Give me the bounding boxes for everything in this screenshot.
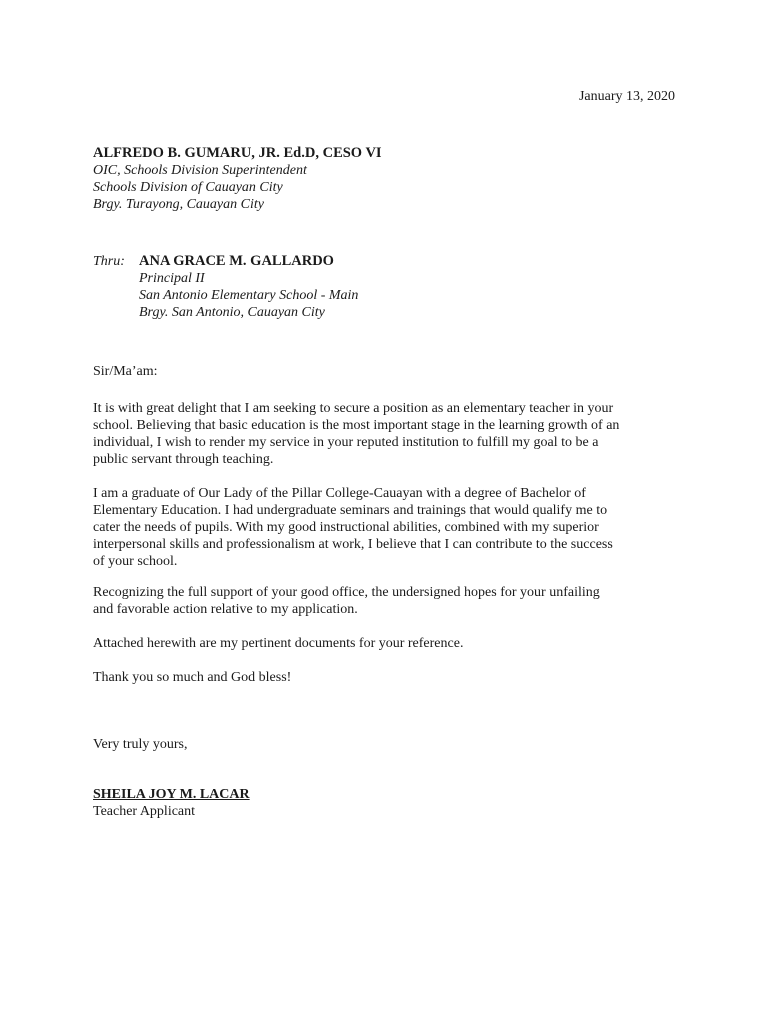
paragraph-1 [93,400,693,468]
thru-name: ANA GRACE M. GALLARDO [139,253,334,269]
paragraph-line: interpersonal skills and professionalism at work, I believe that I can contribute to the success [93,537,613,552]
paragraph-line: public servant through teaching. [93,452,274,467]
paragraph-line: school. Believing that basic education is the most important stage in the learning growth of an [93,418,620,433]
recipient-block [93,145,382,213]
paragraph-line: Recognizing the full support of your good office, the undersigned hopes for your unfailing [93,585,600,600]
paragraph-line: Thank you so much and God bless! [93,670,292,685]
recipient-address: Brgy. Turayong, Cauayan City [93,197,264,212]
letter-date: January 13, 2020 [578,89,675,104]
paragraph-line: and favorable action relative to my application. [93,602,358,617]
paragraph-line: cater the needs of pupils. With my good instructional abilities, combined with my superior [93,520,599,535]
paragraph-5 [93,669,693,686]
thru-school: San Antonio Elementary School - Main [139,288,359,303]
thru-block [139,253,358,321]
thru-address: Brgy. San Antonio, Cauayan City [139,305,325,320]
paragraph-line: Elementary Education. I had undergraduate seminars and trainings that would qualify me to [93,503,608,518]
paragraph-4 [93,635,693,652]
paragraph-line: individual, I wish to render my service in your reputed institution to fulfill my goal to be a [93,435,599,450]
salutation: Sir/Ma’am: [93,364,158,379]
recipient-name: ALFREDO B. GUMARU, JR. Ed.D, CESO VI [93,145,382,161]
closing: Very truly yours, [93,737,188,752]
paragraph-line: Attached herewith are my pertinent documents for your reference. [93,636,464,651]
thru-label: Thru: [93,254,125,269]
signer-name: SHEILA JOY M. LACAR [93,787,250,802]
paragraph-3 [93,584,693,618]
signer-role: Teacher Applicant [93,804,196,819]
recipient-title: OIC, Schools Division Superintendent [93,163,307,178]
thru-title: Principal II [139,271,205,286]
recipient-office: Schools Division of Cauayan City [93,180,283,195]
paragraph-line: It is with great delight that I am seeking to secure a position as an elementary teacher in your [93,401,614,416]
paragraph-2 [93,485,693,570]
paragraph-line: of your school. [93,554,178,569]
signer-block [93,786,250,820]
paragraph-line: I am a graduate of Our Lady of the Pillar College-Cauayan with a degree of Bachelor of [93,486,586,501]
